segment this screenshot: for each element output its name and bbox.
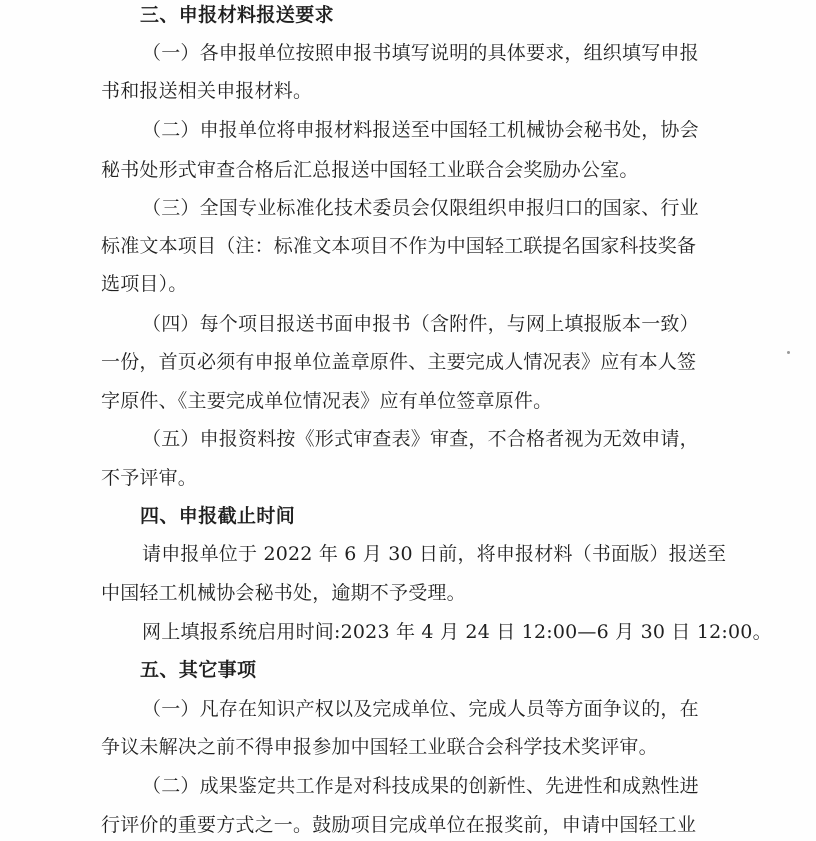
section-5-heading: 五、其它事项 <box>140 659 257 681</box>
s3-p2-line1: （二）申报单位将申报材料报送至中国轻工机械协会秘书处，协会 <box>142 119 699 141</box>
s3-p3-line3: 选项目）。 <box>101 273 188 295</box>
s3-p2-line2: 秘书处形式审查合格后汇总报送中国轻工业联合会奖励办公室。 <box>101 159 639 181</box>
s3-p4-line2: 一份，首页必须有申报单位盖章原件、主要完成人情况表》应有本人签 <box>101 351 697 373</box>
s4-p1-line2: 中国轻工机械协会秘书处，逾期不予受理。 <box>101 582 466 604</box>
s3-p3-line1: （三）全国专业标准化技术委员会仅限组织申报归口的国家、行业 <box>142 197 699 219</box>
scan-speck <box>787 351 790 354</box>
section-3-heading: 三、申报材料报送要求 <box>140 4 335 26</box>
s3-p4-line3: 字原件、《主要完成单位情况表》应有单位签章原件。 <box>101 390 553 412</box>
s3-p3-line2: 标准文本项目（注：标准文本项目不作为中国轻工联提名国家科技奖备 <box>101 235 697 257</box>
s3-p1-line1: （一）各申报单位按照申报书填写说明的具体要求，组织填写申报 <box>142 42 699 64</box>
s5-p2-line2: 行评价的重要方式之一。鼓励项目完成单位在报奖前，申请中国轻工业 <box>101 814 697 836</box>
section-4-heading: 四、申报截止时间 <box>140 505 296 527</box>
s3-p5-line1: （五）申报资料按《形式审查表》审查，不合格者视为无效申请， <box>142 428 699 450</box>
s5-p1-line1: （一）凡存在知识产权以及完成单位、完成人员等方面争议的，在 <box>142 698 699 720</box>
s4-p2-line1: 网上填报系统启用时间:2023 年 4 月 24 日 12:00—6 月 30 日 12:00。 <box>142 621 772 643</box>
s3-p5-line2: 不予评审。 <box>101 467 198 489</box>
s5-p1-line2: 争议未解决之前不得申报参加中国轻工业联合会科学技术奖评审。 <box>101 736 658 758</box>
s5-p2-line1: （二）成果鉴定共工作是对科技成果的创新性、先进性和成熟性进 <box>142 775 699 797</box>
s4-p1-line1: 请申报单位于 2022 年 6 月 30 日前，将申报材料（书面版）报送至 <box>142 543 727 565</box>
s3-p1-line2: 书和报送相关申报材料。 <box>101 80 313 102</box>
s3-p4-line1: （四）每个项目报送书面申报书（含附件，与网上填报版本一致） <box>142 313 699 335</box>
